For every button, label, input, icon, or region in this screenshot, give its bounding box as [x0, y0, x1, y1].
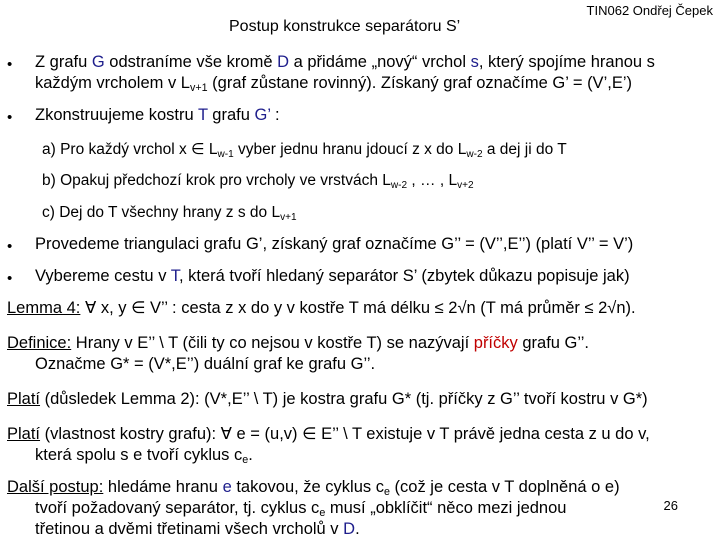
sub-item-a: a) Pro každý vrchol x ∈ $L_{w-1}$ vyber jednu hranu jdoucí z x do $L_{w-2}$ a dej ji do T [42, 141, 567, 160]
bullet-marker: • [7, 56, 13, 73]
bullet-1-line-1: Z grafu G odstraníme vše kromě D a přidáme „nový“ vrchol s, který spojíme hranou s [35, 53, 655, 71]
next-step-line-2: tvoří požadovaný separátor, tj. cyklus $c_e$ musí „obklíčit“ něco mezi jednou [35, 499, 567, 519]
sub-item-c: c) Dej do T všechny hrany z s do $L_{v+1}$ [42, 204, 297, 223]
definition-line-2: Označme G* = (V*,E’’) duální graf ke grafu G’’. [35, 355, 376, 373]
bullet-2-line: Zkonstruujeme kostru T grafu G’ : [35, 106, 280, 124]
plati-property-line-2: která spolu s e tvoří cyklus $c_e$. [35, 446, 253, 466]
bullet-4-line: Vybereme cestu v T, která tvoří hledaný separátor S’ (zbytek důkazu popisuje jak) [35, 267, 630, 285]
plati-property-line-1: Platí (vlastnost kostry grafu): ∀ e = (u,v) ∈ E’’ \ T existuje v T právě jedna cesta z u do v, [7, 425, 650, 443]
page-number: 26 [663, 498, 678, 513]
next-step-line-3: třetinou a dvěmi třetinami všech vrcholů v D. [35, 520, 360, 538]
slide-title: Postup konstrukce separátoru S’ [229, 18, 461, 35]
plati-corollary: Platí (důsledek Lemma 2): (V*,E’’ \ T) je kostra grafu G* (tj. příčky z G’’ tvoří kostru v G*) [7, 390, 648, 408]
next-step-line-1: Další postup: hledáme hranu e takovou, že cyklus $c_e$ (což je cesta v T doplněná o e) [7, 478, 620, 498]
definition-line-1: Definice: Hrany v E’’ \ T (čili ty co nejsou v kostře T) se nazývají příčky grafu G’’. [7, 334, 590, 352]
bullet-1-line-2: každým vrcholem v $L_{v+1}$ (graf zůstane rovinný). Získaný graf označíme G’ = (V’,E’) [35, 74, 632, 94]
bullet-marker: • [7, 270, 13, 287]
header-author: TIN062 Ondřej Čepek [586, 3, 713, 18]
sub-item-b: b) Opakuj předchozí krok pro vrcholy ve vrstvách $L_{w-2}$ , … , $L_{v+2}$ [42, 172, 474, 191]
bullet-marker: • [7, 109, 13, 126]
lemma-4: Lemma 4: ∀ x, y ∈ V’’ : cesta z x do y v kostře T má délku ≤ 2√n (T má průměr ≤ 2√n). [7, 299, 636, 317]
bullet-3-line: Provedeme triangulaci grafu G’, získaný graf označíme G’’ = (V’’,E’’) (platí V’’ = V’) [35, 235, 634, 253]
bullet-marker: • [7, 238, 13, 255]
